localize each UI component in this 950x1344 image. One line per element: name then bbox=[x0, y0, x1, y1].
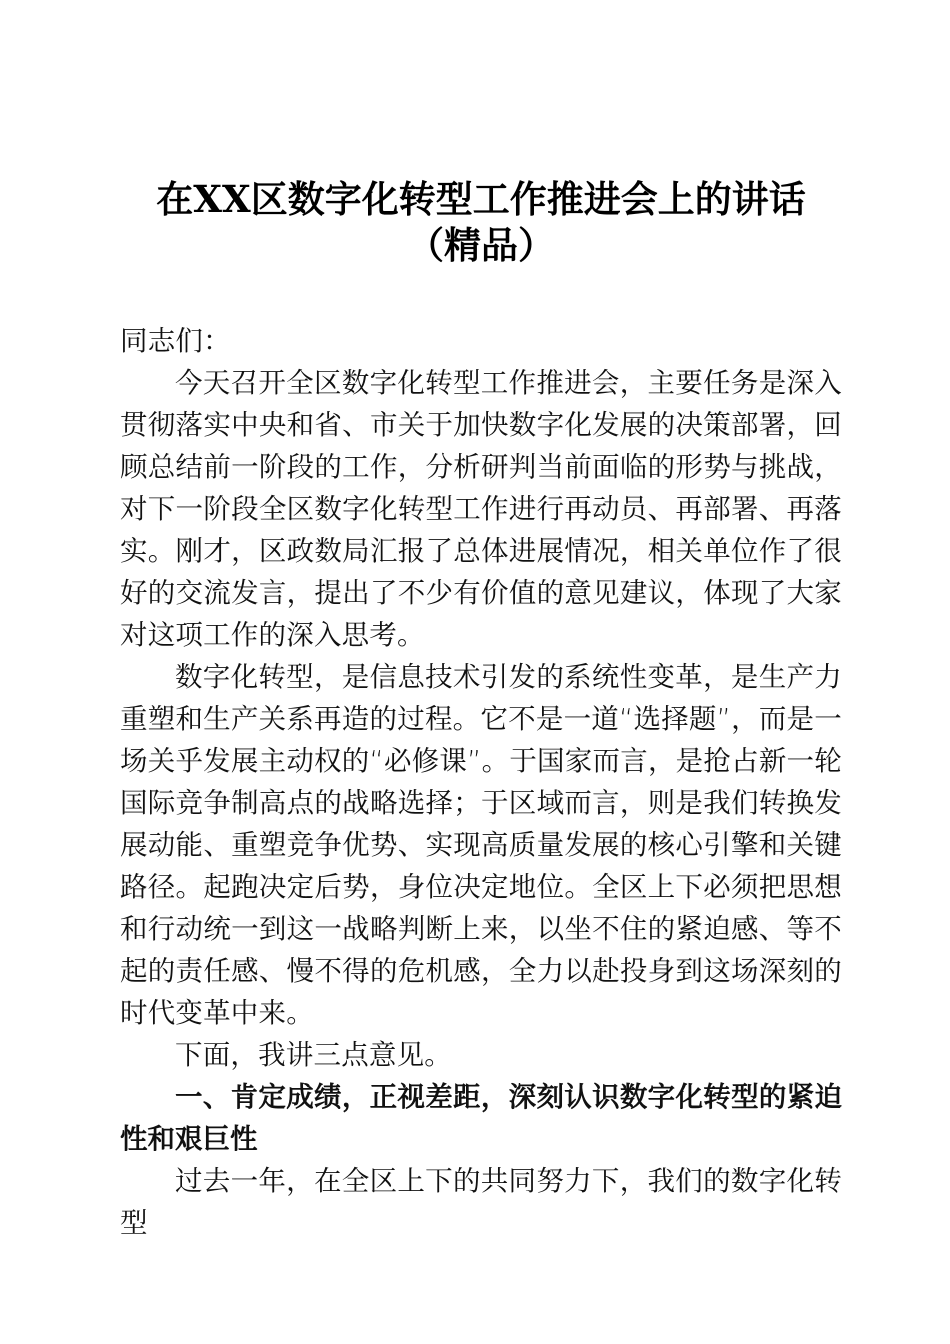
document-body bbox=[120, 0, 842, 1244]
page-title: 在XX区数字化转型工作推进会上的讲话（精品） bbox=[156, 177, 806, 267]
body-paragraph: 过去一年，在全区上下的共同努力下，我们的数字化转型 bbox=[120, 1165, 842, 1239]
section-heading: 一、肯定成绩，正视差距，深刻认识数字化转型的紧迫性和艰巨性 bbox=[120, 1081, 842, 1155]
salutation-line: 同志们： bbox=[120, 325, 231, 357]
body-paragraph: 今天召开全区数字化转型工作推进会，主要任务是深入贯彻落实中央和省、市关于加快数字化发展的决策部署，回顾总结前一阶段的工作，分析研判当前面临的形势与挑战，对下一阶段全区数字化转型工作进行再动员、再部署、再落实。刚才，区政数局汇报了总体进展情况，相关单位作了很好的交流发言，提出了不少有价值的意见建议，体现了大家对这项工作的深入思考。 bbox=[120, 367, 842, 651]
body-paragraph: 下面，我讲三点意见。 bbox=[175, 1039, 452, 1071]
body-paragraph: 数字化转型，是信息技术引发的系统性变革，是生产力重塑和生产关系再造的过程。它不是一道“选择题”，而是一场关乎发展主动权的“必修课”。于国家而言，是抢占新一轮国际竞争制高点的战略选择；于区域而言，则是我们转换发展动能、重塑竞争优势、实现高质量发展的核心引擎和关键路径。起跑决定后势，身位决定地位。全区上下必须把思想和行动统一到这一战略判断上来，以坐不住的紧迫感、等不起的责任感、慢不得的危机感，全力以赴投身到这场深刻的时代变革中来。 bbox=[120, 661, 842, 1029]
